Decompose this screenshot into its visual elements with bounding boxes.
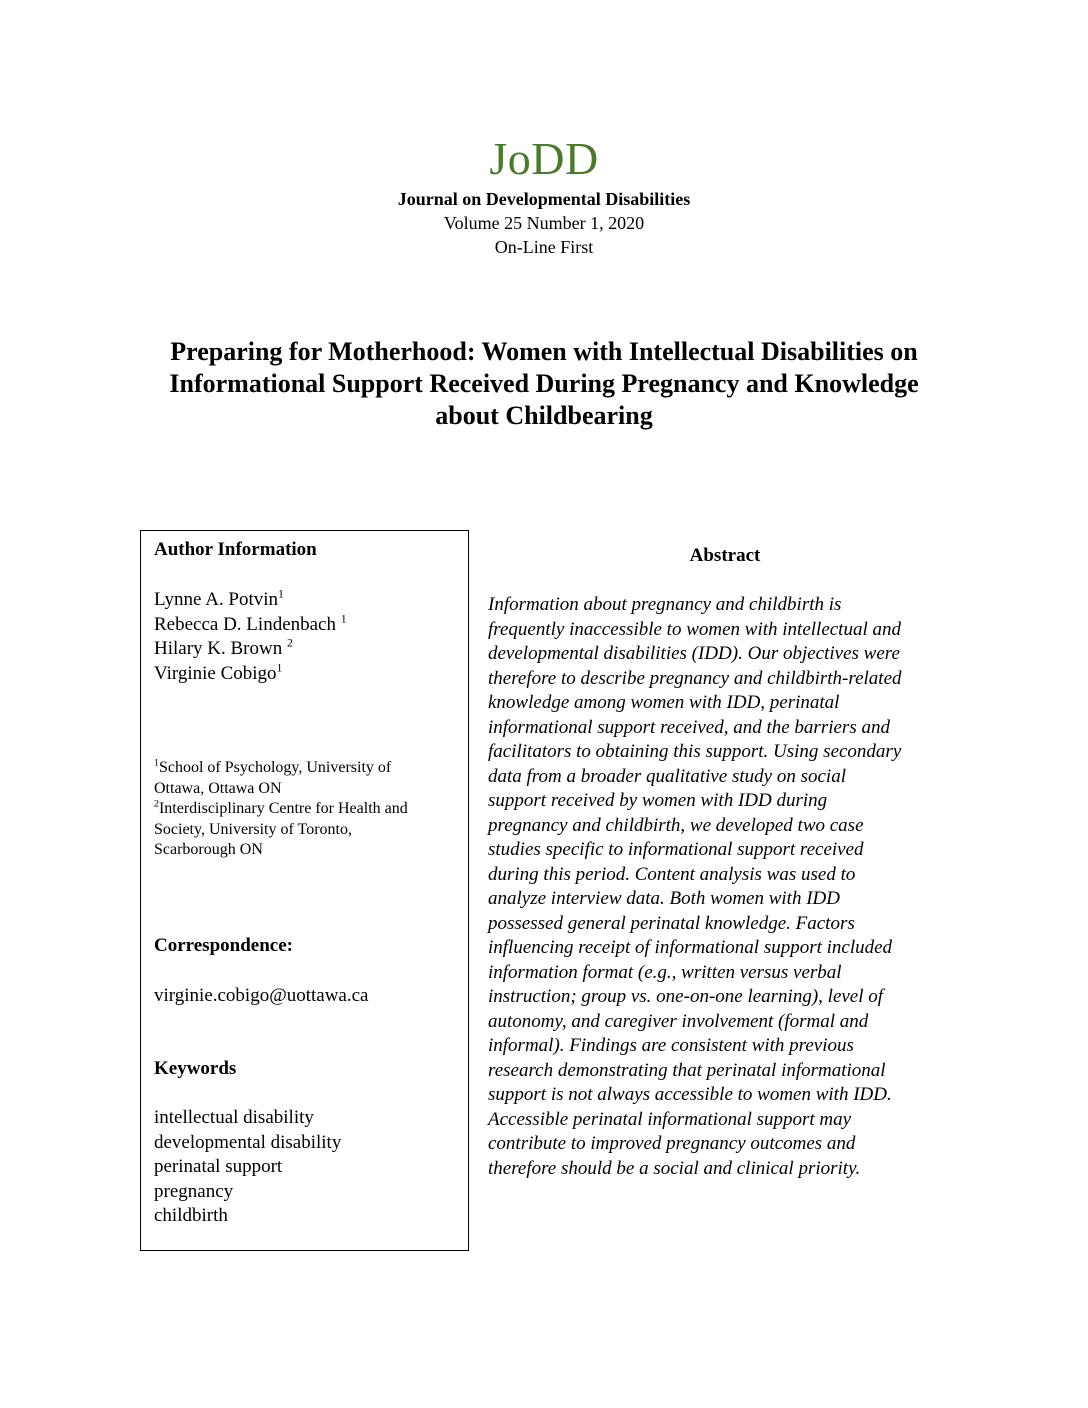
abstract-line: facilitators to obtaining this support. Using secondary xyxy=(488,741,902,762)
affiliation-line: $^1$School of Psychology, University of xyxy=(154,757,392,776)
affiliation-line: Scarborough ON xyxy=(154,841,263,858)
abstract-line: Information about pregnancy and childbirth is xyxy=(488,594,842,615)
abstract-line: influencing receipt of informational support included xyxy=(488,937,893,958)
keyword: pregnancy xyxy=(154,1180,234,1202)
affiliation-line: Ottawa, Ottawa ON xyxy=(154,779,282,797)
abstract-line: support received by women with IDD during xyxy=(488,790,828,811)
article-title xyxy=(100,336,988,432)
abstract-line: Accessible perinatal informational support may xyxy=(488,1108,852,1130)
author-name: Lynne A. Potvin$^1$ xyxy=(154,587,284,610)
abstract-line: developmental disabilities (IDD). Our objectives were xyxy=(488,643,900,664)
title-line: Informational Support Received During Pregnancy and Knowledge xyxy=(169,369,919,398)
abstract-line: therefore should be a social and clinical priority. xyxy=(488,1157,861,1179)
keyword: intellectual disability xyxy=(154,1107,314,1128)
abstract-line: analyze interview data. Both women with IDD xyxy=(488,888,840,909)
abstract-line: pregnancy and childbirth, we developed two case xyxy=(488,814,864,836)
author-name: Hilary K. Brown $^2$ xyxy=(154,636,293,659)
affiliation-line: $^2$Interdisciplinary Centre for Health and xyxy=(154,798,408,817)
abstract-line: instruction; group vs. one-on-one learning), level of xyxy=(488,986,884,1007)
abstract-line: during this period. Content analysis was used to xyxy=(488,863,856,885)
keyword: developmental disability xyxy=(154,1131,342,1153)
journal-name: Journal on Developmental Disabilities xyxy=(397,189,691,209)
abstract-line: research demonstrating that perinatal informational xyxy=(488,1059,886,1081)
journal-logo: JoDD xyxy=(489,133,599,184)
abstract-body xyxy=(488,593,968,1181)
abstract-line: informational support received, and the barriers and xyxy=(488,716,890,738)
affiliations xyxy=(154,758,408,861)
title-line: Preparing for Motherhood: Women with Intellectual Disabilities on xyxy=(170,337,918,366)
author-name: Virginie Cobigo$^1$ xyxy=(154,661,283,684)
abstract-line: data from a broader qualitative study on social xyxy=(488,765,846,787)
abstract-line: knowledge among women with IDD, perinatal xyxy=(488,692,840,713)
journal-volume: Volume 25 Number 1, 2020 xyxy=(443,213,645,233)
abstract-line: informal). Findings are consistent with previous xyxy=(488,1035,854,1056)
publication-status: On-Line First xyxy=(494,237,594,257)
abstract-line: autonomy, and caregiver involvement (formal and xyxy=(488,1010,869,1032)
abstract-line: studies specific to informational support received xyxy=(488,839,864,860)
abstract-heading: Abstract xyxy=(689,545,761,566)
abstract-line: contribute to improved pregnancy outcomes and xyxy=(488,1133,856,1154)
keywords-heading: Keywords xyxy=(154,1058,237,1079)
correspondence-heading: Correspondence: xyxy=(154,935,293,956)
keyword-list xyxy=(154,1106,341,1229)
abstract-line: support is not always accessible to women with IDD. xyxy=(488,1084,892,1105)
abstract-line: possessed general perinatal knowledge. Factors xyxy=(488,912,855,934)
abstract-line: information format (e.g., written versus verbal xyxy=(488,961,842,983)
author-list xyxy=(154,588,347,686)
abstract-line: therefore to describe pregnancy and childbirth-related xyxy=(488,667,902,689)
title-line: about Childbearing xyxy=(435,401,653,430)
abstract-line: frequently inaccessible to women with intellectual and xyxy=(488,618,901,640)
keyword: perinatal support xyxy=(154,1156,283,1177)
author-info-heading: Author Information xyxy=(154,539,317,560)
keyword: childbirth xyxy=(154,1205,228,1226)
affiliation-line: Society, University of Toronto, xyxy=(154,820,352,838)
author-name: Rebecca D. Lindenbach $^1$ xyxy=(154,612,347,635)
correspondence-email: virginie.cobigo@uottawa.ca xyxy=(154,985,369,1006)
